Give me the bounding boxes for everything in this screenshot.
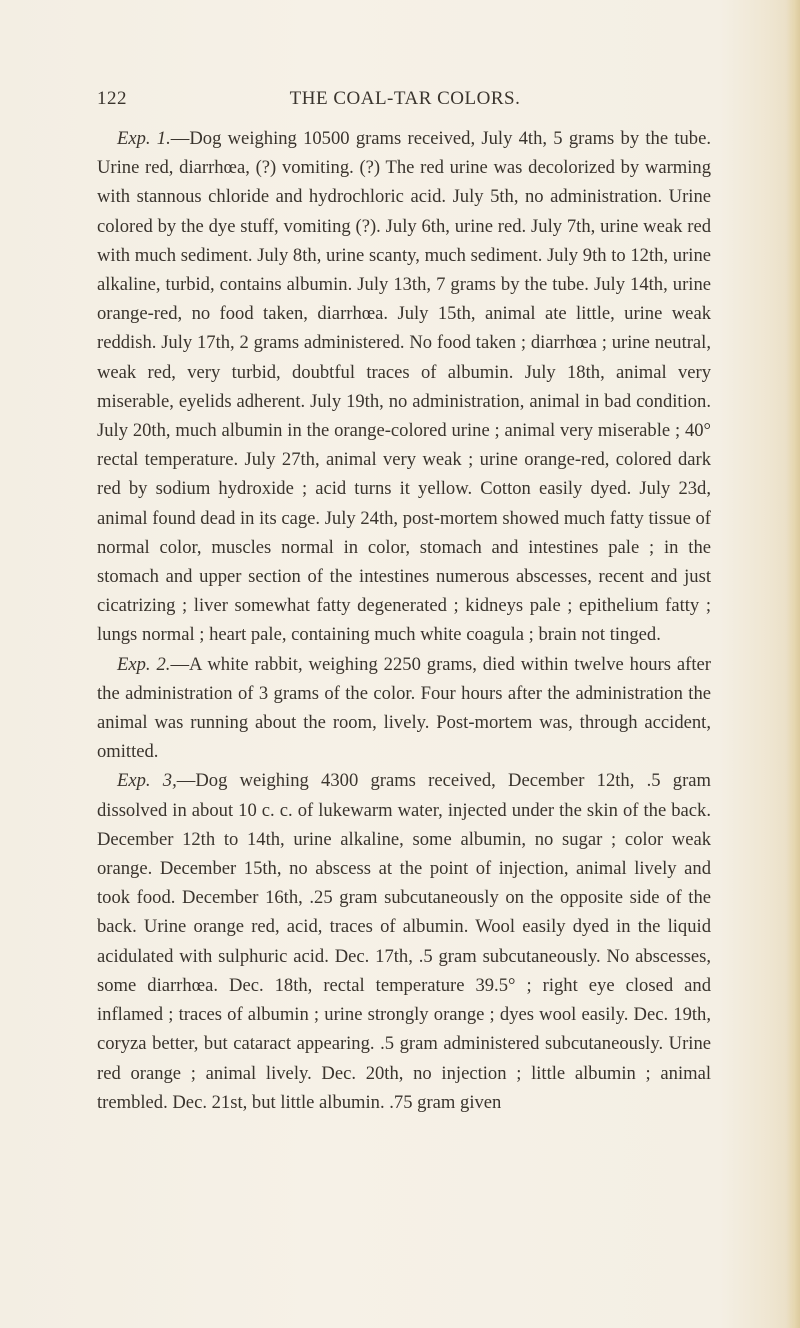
body-text <box>97 124 711 1117</box>
running-title: THE COAL-TAR COLORS. <box>289 88 521 109</box>
page-header <box>97 88 713 114</box>
paragraph-text: —Dog weighing 10500 grams received, July 4th, 5 grams by the tube. Urine red, diarrhœa, (?) vomiting. (?) The red urine was decolorized by warming with stannous chloride and hydrochloric acid. July 5th, no administration. Urine colored by the dye stuff, vomiting (?). July 6th, urine red. July 7th, urine weak red with much sediment. July 8th, urine scanty, much sediment. July 9th to 12th, urine alkaline, turbid, contains albumin. July 13th, 7 grams by the tube. July 14th, urine orange-red, no food taken, diarrhœa. July 15th, animal ate little, urine weak reddish. July 17th, 2 grams administered. No food taken ; diarrhœa ; urine neutral, weak red, very turbid, doubtful traces of albumin. July 18th, animal very miserable, eyelids adherent. July 19th, no administration, animal in bad condition. July 20th, much albumin in the orange-colored urine ; animal very miserable ; 40° rectal temperature. July 27th, animal very weak ; urine orange-red, colored dark red by sodium hydroxide ; acid turns it yellow. Cotton easily dyed. July 23d, animal found dead in its cage. July 24th, post-mortem showed much fatty tissue of normal color, muscles normal in color, stomach and intestines pale ; in the stomach and upper section of the intestines numerous abscesses, recent and just cicatrizing ; liver somewhat fatty degenerated ; kidneys pale ; epithelium fatty ; lungs normal ; heart pale, containing much white coagula ; brain not tinged. <box>97 128 711 646</box>
experiment-label: Exp. 3, <box>117 770 177 792</box>
paragraph-experiment-1 <box>97 124 711 650</box>
page-edge <box>786 0 800 1328</box>
page-number: 122 <box>97 88 127 109</box>
experiment-label: Exp. 1. <box>117 128 171 149</box>
paragraph-experiment-3 <box>97 766 711 1116</box>
paragraph-text: —A white rabbit, weighing 2250 grams, died within twelve hours after the administration of 3 grams of the color. Four hours after the administration the animal was running about the room, lively. Post-mortem was, through accident, omitted. <box>97 653 711 763</box>
paragraph-experiment-2 <box>97 650 711 767</box>
paragraph-text: —Dog weighing 4300 grams received, December 12th, .5 gram dissolved in about 10 c. c. of lukewarm water, injected under the skin of the back. December 12th to 14th, urine alkaline, some albumin, no sugar ; color weak orange. December 15th, no abscess at the point of injection, animal lively and took food. December 16th, .25 gram subcutaneously on the opposite side of the back. Urine orange red, acid, traces of albumin. Wool easily dyed in the liquid acidulated with sulphuric acid. Dec. 17th, .5 gram subcutaneously. No abscesses, some diarrhœa. Dec. 18th, rectal temperature 39.5° ; right eye closed and inflamed ; traces of albumin ; urine strongly orange ; dyes wool easily. Dec. 19th, coryza better, but cataract appearing. .5 gram administered subcutaneously. Urine red orange ; animal lively. Dec. 20th, no injection ; little albumin ; animal trembled. Dec. 21st, but little albumin. .75 gram given <box>97 770 711 1113</box>
experiment-label: Exp. 2. <box>117 653 171 675</box>
